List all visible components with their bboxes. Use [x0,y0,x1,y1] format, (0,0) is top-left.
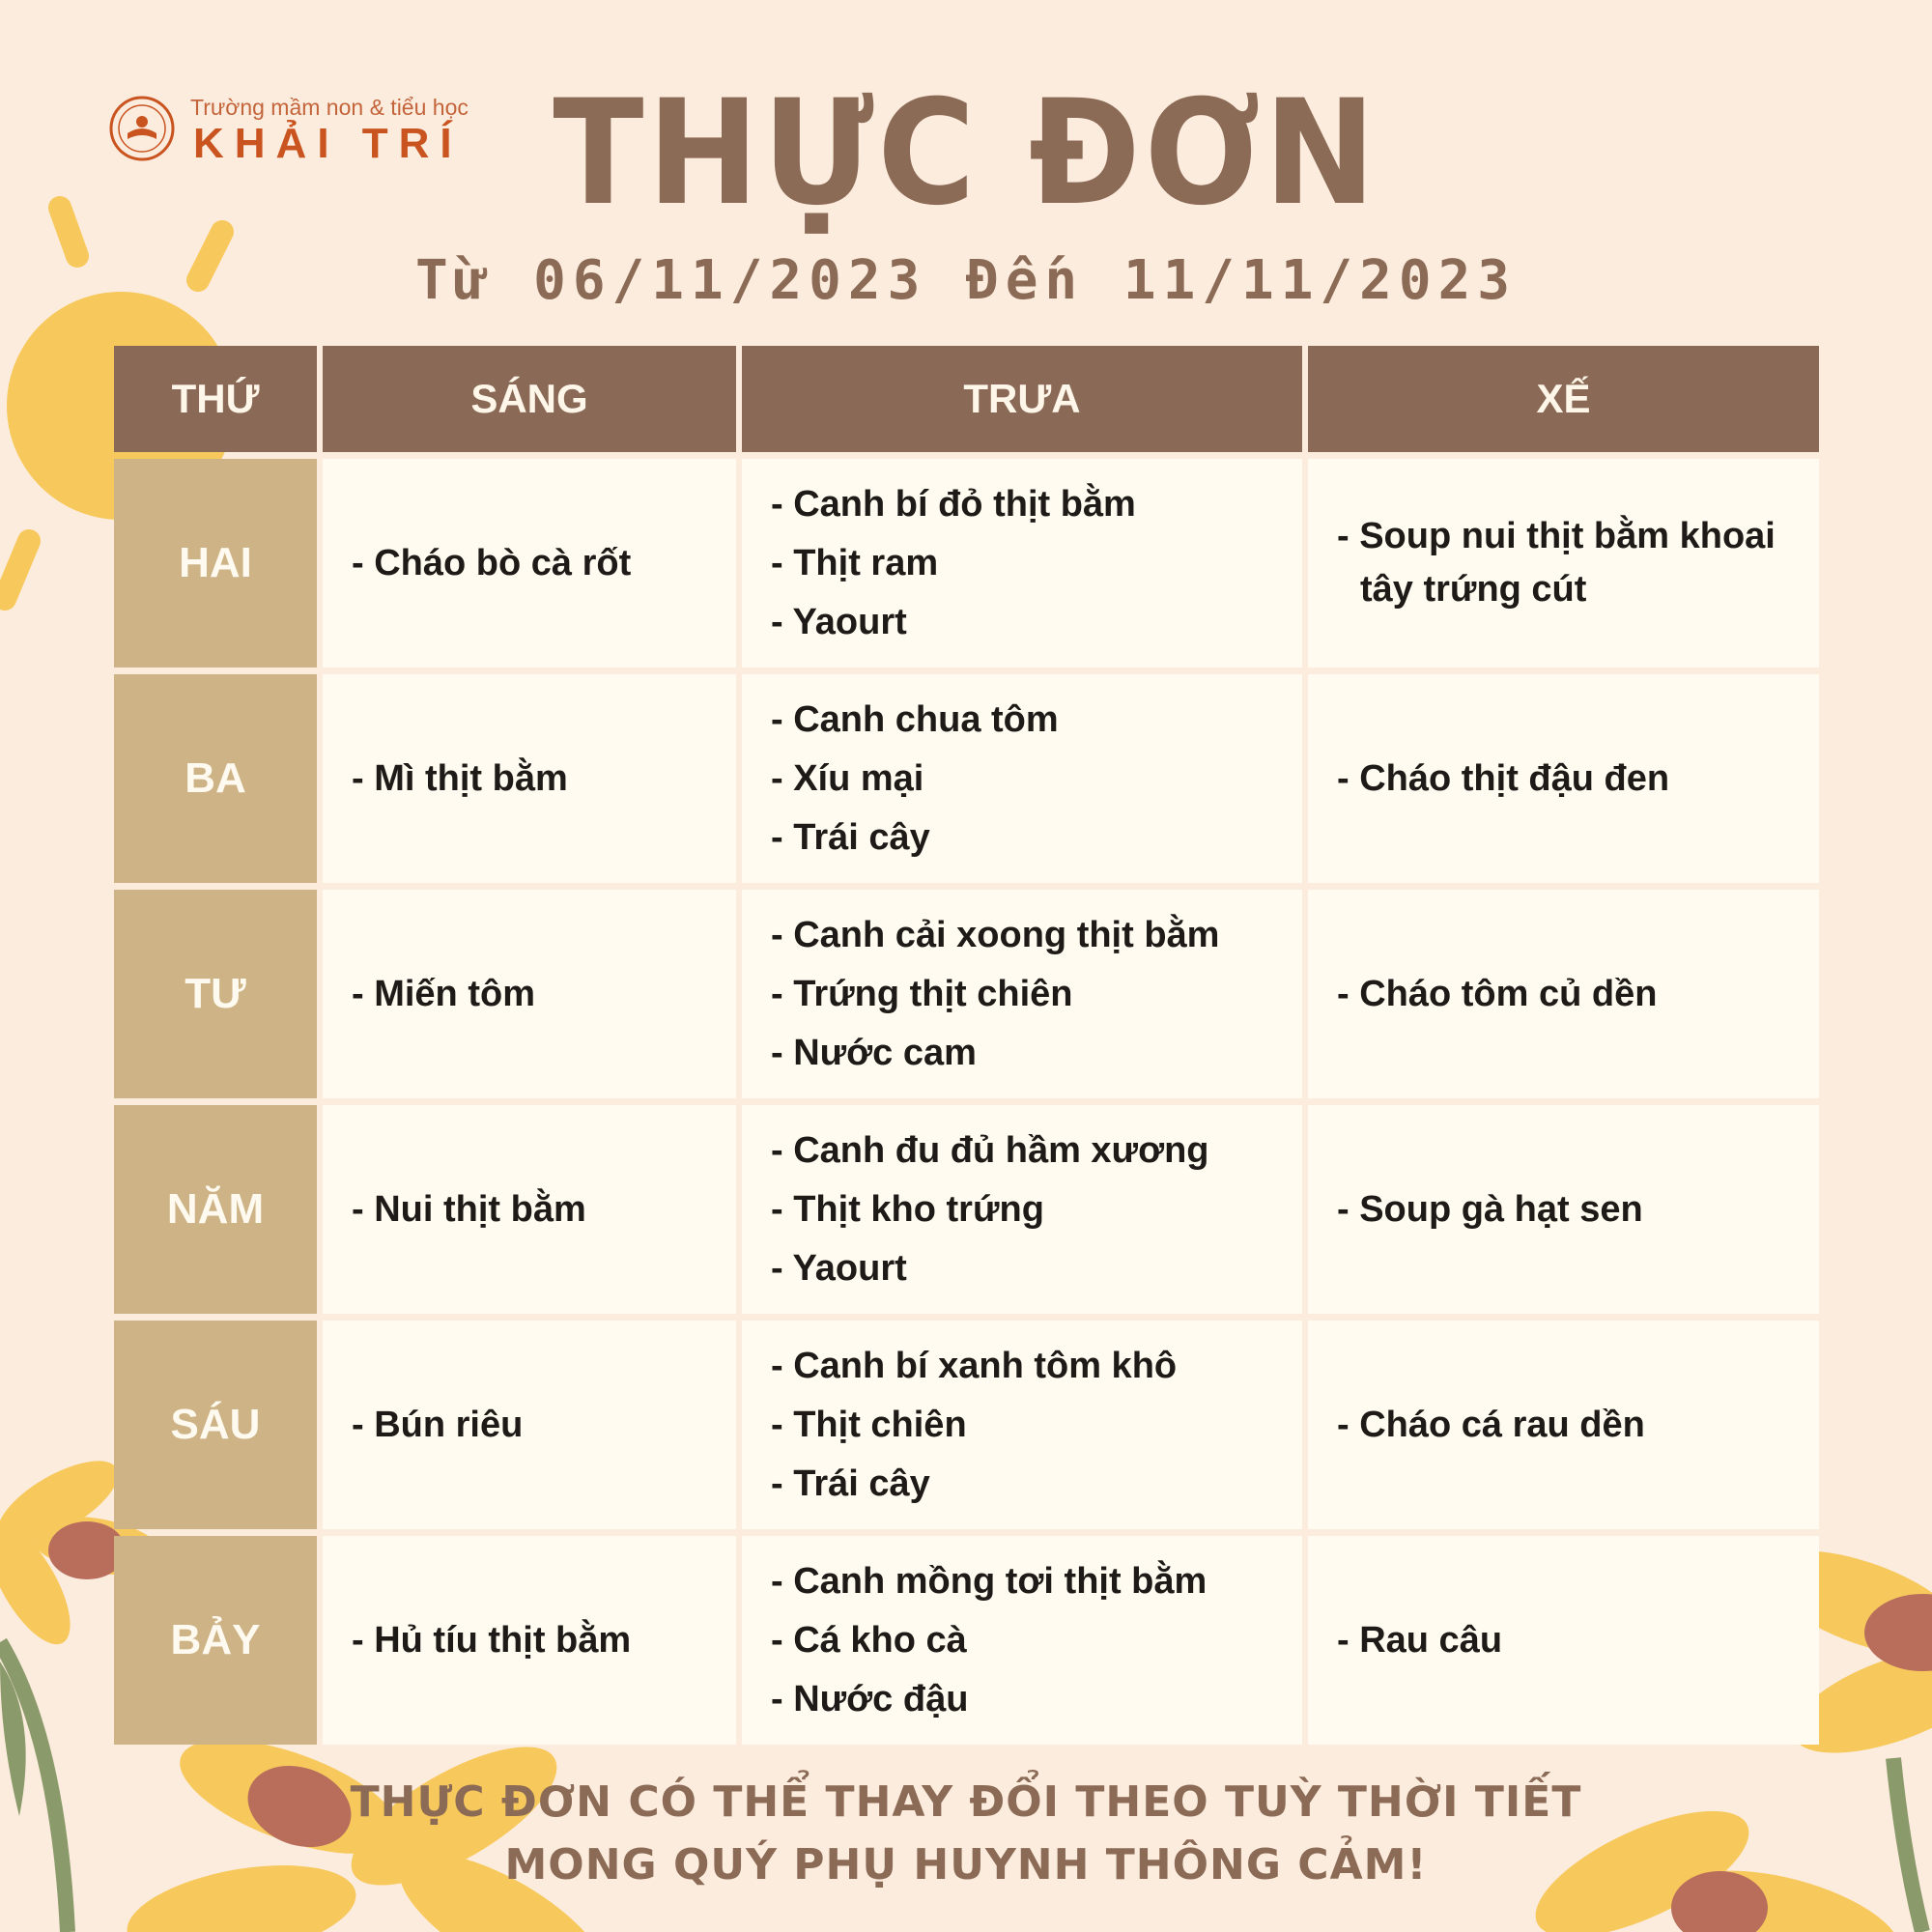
menu-item: - Soup nui thịt bằm khoai [1337,516,1776,556]
menu-item: - Canh cải xoong thịt bằm [771,914,1220,955]
morning-cell [323,459,736,668]
header-afternoon: XẾ [1308,346,1819,452]
lunch-cell [742,1105,1302,1314]
morning-cell [323,1321,736,1529]
morning-cell [323,1536,736,1745]
menu-item: - Miến tôm [352,973,535,1014]
afternoon-cell [1308,1105,1819,1314]
menu-item: - Trái cây [771,1463,930,1504]
menu-item: - Yaourt [771,601,907,642]
menu-item: - Soup gà hạt sen [1337,1188,1643,1230]
lunch-cell [742,459,1302,668]
menu-item: - Cháo cá rau dền [1337,1404,1645,1445]
morning-cell [323,674,736,883]
menu-item-continuation: tây trứng cút [1360,569,1587,610]
menu-item: - Nui thịt bằm [352,1188,586,1230]
menu-table [114,346,1820,1747]
day-cell: TƯ [114,890,317,1098]
header-lunch: TRƯA [742,346,1302,452]
morning-cell [323,890,736,1098]
header-day: THỨ [114,346,317,452]
day-cell: BA [114,674,317,883]
menu-item: - Hủ tíu thịt bằm [352,1619,632,1661]
menu-item: - Canh chua tôm [771,698,1059,740]
school-name: KHẢI TRÍ [193,120,463,167]
menu-item: - Trứng thịt chiên [771,973,1073,1014]
footer-notice-line2: MONG QUÝ PHỤ HUYNH THÔNG CẢM! [504,1840,1428,1889]
menu-item: - Cá kho cà [771,1619,967,1661]
menu-item: - Trái cây [771,816,930,858]
menu-item: - Cháo tôm củ dền [1337,973,1658,1014]
day-cell: NĂM [114,1105,317,1314]
menu-item: - Cháo bò cà rốt [352,542,632,583]
lunch-cell [742,1536,1302,1745]
menu-item: - Mì thịt bằm [352,757,568,799]
day-cell: SÁU [114,1321,317,1529]
lunch-cell [742,890,1302,1098]
menu-item: - Canh bí đỏ thịt bằm [771,483,1136,525]
menu-item: - Thịt kho trứng [771,1188,1044,1230]
afternoon-cell [1308,1536,1819,1745]
menu-item: - Nước đậu [771,1678,969,1719]
menu-item: - Canh đu đủ hầm xương [771,1129,1209,1171]
date-range: Từ 06/11/2023 Đến 11/11/2023 [414,249,1517,312]
menu-item: - Nước cam [771,1032,977,1073]
page-title: THỰC ĐƠN [553,70,1379,238]
afternoon-cell [1308,674,1819,883]
school-type-label: Trường mầm non & tiểu học [190,95,469,120]
menu-item: - Canh bí xanh tôm khô [771,1345,1178,1386]
menu-item: - Bún riêu [352,1404,524,1445]
afternoon-cell [1308,459,1819,668]
lunch-cell [742,674,1302,883]
footer-notice-line1: THỰC ĐƠN CÓ THỂ THAY ĐỔI THEO TUỲ THỜI TIẾT [350,1777,1582,1827]
header-morning: SÁNG [323,346,736,452]
menu-item: - Cháo thịt đậu đen [1337,757,1670,799]
day-cell: HAI [114,459,317,668]
afternoon-cell [1308,890,1819,1098]
menu-item: - Thịt ram [771,542,939,583]
afternoon-cell [1308,1321,1819,1529]
menu-item: - Canh mồng tơi thịt bằm [771,1560,1208,1602]
morning-cell [323,1105,736,1314]
menu-item: - Yaourt [771,1247,907,1289]
lunch-cell [742,1321,1302,1529]
menu-item: - Thịt chiên [771,1404,967,1445]
day-cell: BẢY [114,1536,317,1745]
menu-item: - Rau câu [1337,1619,1503,1661]
menu-item: - Xíu mại [771,757,924,799]
